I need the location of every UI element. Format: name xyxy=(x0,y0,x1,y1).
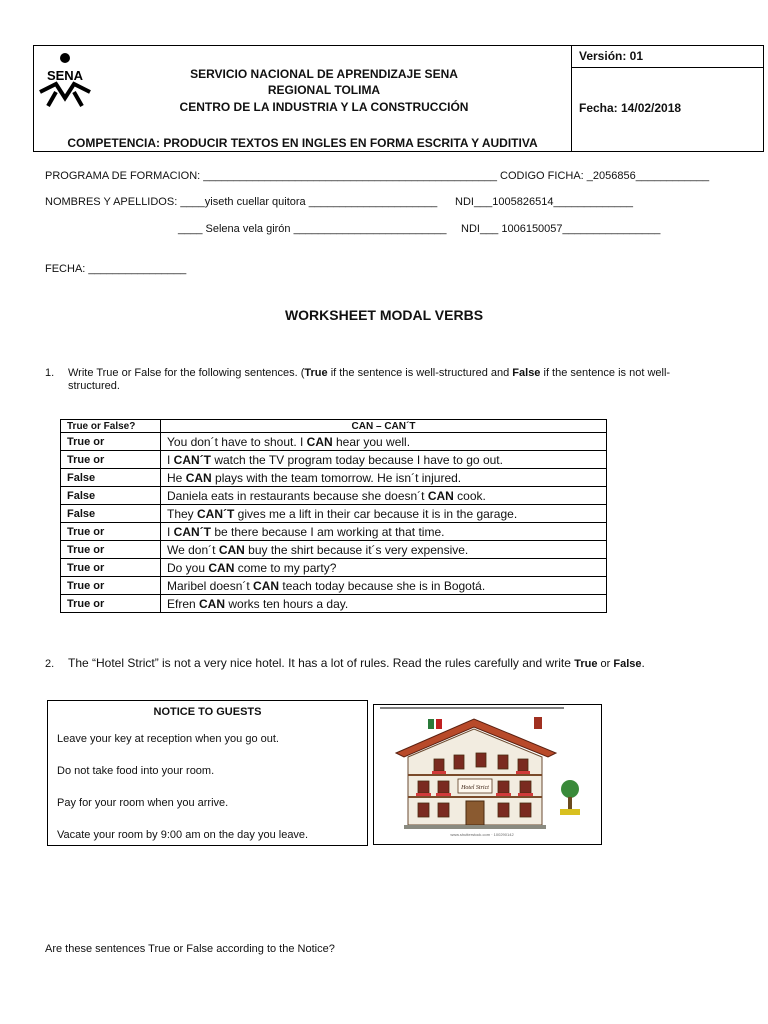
ndi-field-2: NDI___ 1006150057________________ xyxy=(461,223,661,235)
header-date: Fecha: 14/02/2018 xyxy=(579,101,682,115)
q1-instructions-line2: structured. xyxy=(68,380,120,392)
modal-verb: CAN xyxy=(208,560,235,575)
q2-instructions: The “Hotel Strict” is not a very nice hotel. It has a lot of rules. Read the rules carefully and write True or False. xyxy=(68,656,645,670)
answer-cell[interactable]: True or xyxy=(61,577,161,595)
notice-rule-4: Vacate your room by 9:00 am on the day you leave. xyxy=(57,829,309,841)
table-row xyxy=(61,451,607,469)
sentence-cell: Maribel doesn´t CAN teach today because she is in Bogotá. xyxy=(161,577,607,595)
table-row xyxy=(61,523,607,541)
table-row xyxy=(61,469,607,487)
col-header-answer: True or False? xyxy=(61,420,161,433)
hotel-building-icon xyxy=(374,705,601,844)
modal-verb: CAN xyxy=(427,488,454,503)
sentence-cell: Efren CAN works ten hours a day. xyxy=(161,595,607,613)
closing-question: Are these sentences True or False according to the Notice? xyxy=(45,943,335,955)
worksheet-title: WORKSHEET MODAL VERBS xyxy=(284,307,484,323)
sentence-cell: Do you CAN come to my party? xyxy=(161,559,607,577)
org-line-2: REGIONAL TOLIMA xyxy=(267,83,381,97)
modal-verb: CAN´T xyxy=(173,524,211,539)
sentence-cell: We don´t CAN buy the shirt because it´s very expensive. xyxy=(161,541,607,559)
q1-number: 1. xyxy=(45,367,55,379)
table-header-row xyxy=(61,420,607,433)
sentence-cell: You don´t have to shout. I CAN hear you well. xyxy=(161,433,607,451)
sentence-cell: Daniela eats in restaurants because she doesn´t CAN cook. xyxy=(161,487,607,505)
org-line-3: CENTRO DE LA INDUSTRIA Y LA CONSTRUCCIÓN xyxy=(179,100,469,114)
document-header xyxy=(33,45,764,152)
table-row xyxy=(61,487,607,505)
sentence-cell: They CAN´T gives me a lift in their car because it is in the garage. xyxy=(161,505,607,523)
modal-verb: CAN xyxy=(306,434,333,449)
q1-instructions: Write True or False for the following sentences. (True if the sentence is well-structured and False if the sentence is not well- xyxy=(68,367,671,379)
table-row xyxy=(61,595,607,613)
notice-box xyxy=(47,700,368,846)
col-header-sentence: CAN – CAN´T xyxy=(161,420,607,433)
table-row xyxy=(61,541,607,559)
competencia-label: COMPETENCIA: PRODUCIR TEXTOS EN INGLES EN FORMA ESCRITA Y AUDITIVA xyxy=(67,136,538,150)
sentence-cell: He CAN plays with the team tomorrow. He isn´t injured. xyxy=(161,469,607,487)
q2-number: 2. xyxy=(45,658,55,670)
fecha-field: FECHA: ________________ xyxy=(45,263,187,275)
programa-field: PROGRAMA DE FORMACION: ________________________________________________ xyxy=(45,170,497,182)
answer-cell[interactable]: False xyxy=(61,487,161,505)
answer-cell[interactable]: False xyxy=(61,505,161,523)
ndi-field-1: NDI___1005826514_____________ xyxy=(455,196,634,208)
sentence-cell: I CAN´T watch the TV program today because I have to go out. xyxy=(161,451,607,469)
modal-verb: CAN xyxy=(218,542,245,557)
modal-verb: CAN xyxy=(185,470,212,485)
table-row xyxy=(61,559,607,577)
logo-text: SENA xyxy=(46,68,84,83)
table-row xyxy=(61,433,607,451)
notice-rule-2: Do not take food into your room. xyxy=(57,765,215,777)
answer-cell[interactable]: True or xyxy=(61,541,161,559)
image-watermark: www.shutterstock.com · 100290142 xyxy=(450,832,514,837)
answer-cell[interactable]: False xyxy=(61,469,161,487)
hotel-sign-text: Hotel Strict xyxy=(461,785,489,791)
table-row xyxy=(61,505,607,523)
modal-verb: CAN´T xyxy=(197,506,235,521)
answer-cell[interactable]: True or xyxy=(61,451,161,469)
org-line-1: SERVICIO NACIONAL DE APRENDIZAJE SENA xyxy=(190,67,458,81)
notice-title: NOTICE TO GUESTS xyxy=(153,706,262,718)
sena-logo-icon xyxy=(36,52,94,108)
modal-verb: CAN xyxy=(199,596,226,611)
table-row xyxy=(61,577,607,595)
hotel-illustration xyxy=(373,704,602,845)
nombres-field-1: NOMBRES Y APELLIDOS: ____yiseth cuellar quitora _____________________ xyxy=(45,196,438,208)
modal-verb: CAN xyxy=(253,578,280,593)
can-cant-table xyxy=(60,419,607,613)
answer-cell[interactable]: True or xyxy=(61,595,161,613)
notice-rule-1: Leave your key at reception when you go out. xyxy=(57,733,279,745)
answer-cell[interactable]: True or xyxy=(61,559,161,577)
answer-cell[interactable]: True or xyxy=(61,523,161,541)
sentence-cell: I CAN´T be there because I am working at that time. xyxy=(161,523,607,541)
nombres-field-2: ____ Selena vela girón _________________________ xyxy=(178,223,447,235)
modal-verb: CAN´T xyxy=(173,452,211,467)
notice-rule-3: Pay for your room when you arrive. xyxy=(57,797,229,809)
codigo-ficha-field: CODIGO FICHA: _2056856____________ xyxy=(500,170,710,182)
version-label: Versión: 01 xyxy=(579,49,644,63)
answer-cell[interactable]: True or xyxy=(61,433,161,451)
